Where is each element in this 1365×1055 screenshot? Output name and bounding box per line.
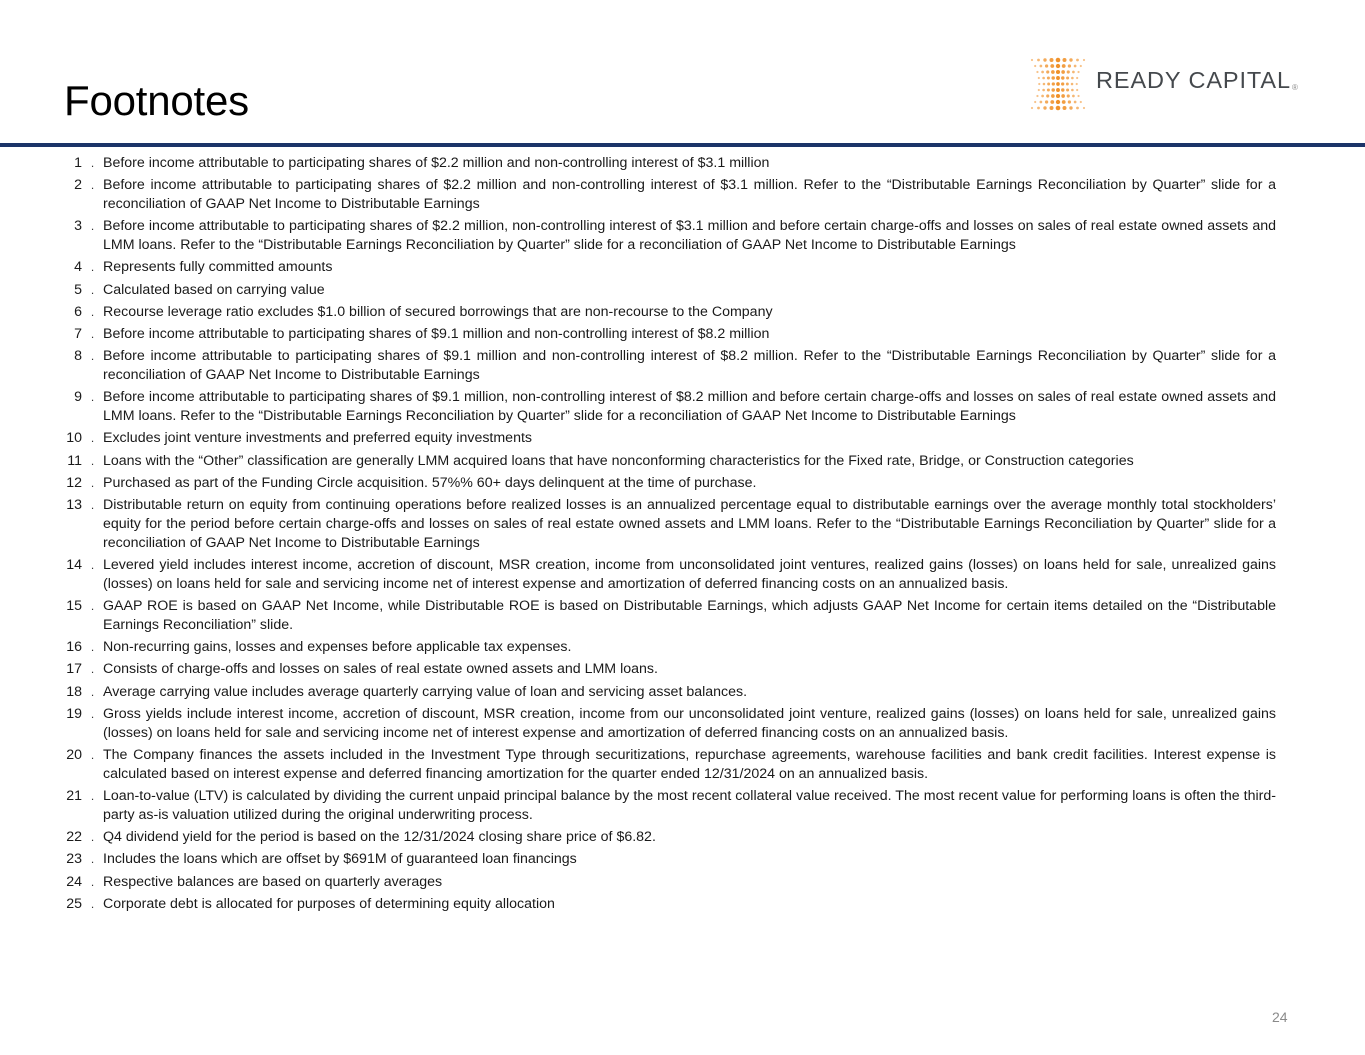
logo-dot	[1074, 101, 1077, 104]
logo-dot	[1076, 107, 1079, 110]
logo-dot	[1034, 65, 1036, 67]
footnote-text: Recourse leverage ratio excludes $1.0 billion of secured borrowings that are non-recourse to the Company	[103, 303, 773, 320]
logo-dot	[1076, 59, 1079, 62]
logo-dot	[1038, 83, 1040, 85]
logo-dot	[1051, 76, 1054, 79]
logo-dot	[1047, 83, 1050, 86]
footnote-separator: .	[90, 219, 95, 234]
logo-dot	[1050, 64, 1054, 68]
footnote-item	[56, 452, 1276, 471]
logo-dot	[1062, 100, 1066, 104]
logo-dot	[1038, 77, 1040, 79]
footnote-number: 1	[74, 155, 82, 171]
footnote-number: 15	[66, 598, 82, 615]
footnote-item	[56, 281, 1276, 300]
footnote-item	[56, 556, 1276, 593]
logo-text: READY CAPITAL	[1096, 67, 1291, 93]
logo-dot	[1061, 94, 1065, 98]
footnote-separator: .	[90, 156, 95, 170]
logo-dot	[1066, 76, 1069, 79]
footnote-separator: .	[90, 747, 95, 762]
footnote-item	[56, 388, 1276, 425]
footnote-text: Before income attributable to participating shares of $9.1 million and non-controlling interest of $8.2 million. Refer to the “Distributable Earnings Reconciliation by Quarter” slide for a reconciliation of GAAP Net Income to Distributable Earnings	[103, 348, 1276, 384]
logo-dot	[1063, 106, 1067, 110]
header-divider	[0, 143, 1365, 147]
footnote-text: Before income attributable to participating shares of $9.1 million, non-controlling interest of $8.2 million and before certain charge-offs and losses on sales of real estate owned assets and LMM loans. Refer to the “Distributable Earnings Reconciliation by Quarter” slide for a reconciliation of GAAP Net Income to Distributable Earnings	[103, 389, 1276, 425]
logo-dot	[1051, 88, 1054, 91]
logo-dot	[1056, 88, 1060, 92]
logo-dot	[1063, 58, 1067, 62]
logo-dot	[1072, 71, 1075, 74]
footnote-number: 17	[66, 661, 82, 678]
footnote-text: Levered yield includes interest income, accretion of discount, MSR creation, income from unconsolidated joint ventures, realized gains (losses) on loans held for sale, unrealized gains (losses) on loans held for sale and servicing income net of interest expense and amortization of deferred financing costs on an annualized basis.	[103, 557, 1276, 592]
footnote-item	[56, 828, 1276, 847]
footnote-text: Respective balances are based on quarterly averages	[103, 873, 443, 890]
footnote-number: 11	[67, 452, 82, 469]
footnote-text: The Company finances the assets included in the Investment Type through securitizations, repurchase agreements, warehouse facilities and bank credit facilities. Interest expense is calculated based on interest expense and deferred financing amortization for the quarter ended 12/31/2024 on an annualized basis.	[103, 746, 1276, 782]
footnote-item	[56, 154, 1276, 173]
footnote-separator: .	[90, 706, 95, 721]
logo-dot	[1046, 70, 1049, 73]
footnote-separator: .	[90, 498, 95, 513]
footnote-item	[56, 474, 1276, 493]
footnote-separator: .	[90, 829, 95, 844]
footnote-number: 24	[66, 873, 82, 890]
footnote-separator: .	[90, 431, 95, 446]
footnote-separator: .	[90, 390, 95, 405]
footnote-item	[56, 850, 1276, 869]
logo-dot	[1041, 95, 1044, 98]
footnote-number: 21	[66, 787, 82, 804]
footnote-text: Average carrying value includes average quarterly carrying value of loan and servicing asset balances.	[103, 683, 748, 700]
logo-dot	[1040, 101, 1043, 104]
footnote-text: Loan-to-value (LTV) is calculated by dividing the current unpaid principal balance by the most recent collateral value received. The most recent value for performing loans is often the third-party as-is valuation utilized during the original underwriting process.	[103, 787, 1276, 823]
logo-dot	[1050, 58, 1054, 62]
logo-dot	[1037, 107, 1040, 110]
footnote-separator: .	[90, 558, 95, 573]
logo-dot	[1061, 76, 1064, 79]
footnote-item	[56, 429, 1276, 448]
footnote-text: Includes the loans which are offset by $691M of guaranteed loan financings	[103, 851, 577, 868]
footnote-text: Distributable return on equity from continuing operations before realized losses is an annualized percentage equal to distributable earnings over the average monthly total stockholders’ equity for the period before certain charge-offs and losses on sales of real estate owned assets and LMM loans. Refer to the “Distributable Earnings Reconciliation by Quarter” slide for a reconciliation of GAAP Net Income to Distributable Earnings	[103, 497, 1276, 551]
footnote-item	[56, 683, 1276, 702]
logo-dot	[1076, 83, 1078, 85]
footnote-item	[56, 597, 1276, 634]
footnote-separator: .	[90, 684, 95, 699]
footnote-separator: .	[90, 852, 95, 867]
logo-dot	[1074, 65, 1077, 68]
logo-dot	[1056, 76, 1060, 80]
footnote-item	[56, 660, 1276, 679]
footnote-separator: .	[90, 304, 95, 319]
footnote-text: Loans with the “Other” classification are generally LMM acquired loans that have nonconforming characteristics for the Fixed rate, Bridge, or Construction categories	[103, 452, 1134, 469]
footnote-number: 12	[66, 475, 82, 492]
logo-dot	[1080, 65, 1082, 67]
footnote-text: Non-recurring gains, losses and expenses before applicable tax expenses.	[103, 639, 572, 656]
logo-dot	[1042, 77, 1045, 80]
footnote-text: Calculated based on carrying value	[103, 281, 325, 298]
logo-dot	[1050, 100, 1054, 104]
logo-dot	[1066, 83, 1069, 86]
logo-dot	[1056, 82, 1060, 86]
footnote-number: 9	[74, 389, 82, 406]
footnote-item	[56, 347, 1276, 384]
footnote-number: 3	[74, 218, 82, 235]
footnotes-list	[56, 154, 1276, 917]
logo-registered-mark: ®	[1291, 83, 1299, 92]
logo-dot	[1068, 64, 1071, 67]
footnote-text: Before income attributable to participating shares of $9.1 million and non-controlling interest of $8.2 million	[103, 326, 770, 343]
footnote-text: Consists of charge-offs and losses on sales of real estate owned assets and LMM loans.	[103, 661, 658, 678]
logo-dot	[1056, 58, 1061, 63]
logo-dot	[1043, 106, 1046, 109]
logo-dot	[1045, 64, 1048, 67]
footnote-separator: .	[90, 178, 95, 193]
footnote-item	[56, 638, 1276, 657]
logo-dot	[1080, 101, 1082, 103]
logo-dot	[1047, 88, 1050, 91]
logo-dot	[1069, 58, 1072, 61]
footnote-separator: .	[90, 282, 95, 297]
logo-dot	[1034, 101, 1036, 103]
logo-dot	[1068, 100, 1071, 103]
logo-dot	[1076, 77, 1078, 79]
footnote-separator: .	[90, 640, 95, 655]
footnote-text: Corporate debt is allocated for purposes of determining equity allocation	[103, 895, 555, 912]
footnote-item	[56, 496, 1276, 552]
logo-dot	[1067, 70, 1070, 73]
footnote-item	[56, 705, 1276, 742]
logo-dot	[1031, 107, 1033, 109]
footnote-text: Represents fully committed amounts	[103, 259, 333, 276]
logo-dot	[1056, 94, 1060, 98]
logo-dot	[1077, 95, 1079, 97]
footnote-number: 14	[66, 557, 82, 574]
footnote-item	[56, 325, 1276, 344]
logo-dot	[1069, 106, 1072, 109]
footnote-separator: .	[90, 476, 95, 491]
logo-dot	[1061, 82, 1064, 85]
footnote-item	[56, 303, 1276, 322]
footnote-item	[56, 787, 1276, 824]
logo-dot	[1042, 89, 1045, 92]
footnote-separator: .	[90, 874, 95, 889]
footnote-number: 2	[74, 177, 82, 194]
footnote-separator: .	[90, 662, 95, 677]
logo-dot	[1041, 71, 1044, 74]
footnote-number: 18	[66, 683, 82, 700]
logo-dot	[1056, 70, 1060, 74]
page-number: 24	[1272, 1009, 1288, 1025]
footnote-number: 22	[66, 828, 82, 845]
footnote-number: 10	[66, 430, 82, 447]
logo-dot	[1077, 71, 1079, 73]
logo-dot	[1050, 106, 1054, 110]
footnote-text: GAAP ROE is based on GAAP Net Income, while Distributable ROE is based on Distributable Earnings, which adjusts GAAP Net Income for certain items detailed on the “Distributable Earnings Reconciliation” slide.	[103, 598, 1276, 633]
footnote-separator: .	[90, 896, 95, 911]
footnote-item	[56, 258, 1276, 277]
footnote-text: Before income attributable to participating shares of $2.2 million and non-controlling interest of $3.1 million. Refer to the “Distributable Earnings Reconciliation by Quarter” slide for a reconciliation of GAAP Net Income to Distributable Earnings	[103, 177, 1276, 212]
logo-dot	[1076, 89, 1078, 91]
footnote-separator: .	[90, 599, 95, 614]
logo-wordmark	[1096, 50, 1299, 118]
logo-dot	[1040, 65, 1043, 68]
footnote-separator: .	[90, 260, 95, 275]
logo-dot	[1071, 83, 1074, 86]
footnote-item	[56, 873, 1276, 892]
logo-dots-icon	[1028, 55, 1088, 113]
logo-dot	[1072, 95, 1075, 98]
footnote-number: 8	[74, 348, 82, 365]
logo-dot	[1036, 71, 1038, 73]
footnote-number: 13	[66, 497, 82, 514]
logo-dot	[1067, 94, 1070, 97]
footnote-number: 25	[66, 895, 82, 912]
footnote-number: 4	[74, 259, 82, 276]
footnote-text: Q4 dividend yield for the period is based on the 12/31/2024 closing share price of $6.82.	[103, 828, 656, 845]
logo-dot	[1056, 100, 1060, 104]
logo-dot	[1061, 88, 1064, 91]
logo-dot	[1031, 59, 1033, 61]
footnote-item	[56, 895, 1276, 914]
footnote-number: 5	[74, 281, 82, 298]
logo-dot	[1038, 89, 1040, 91]
footnote-text: Gross yields include interest income, accretion of discount, MSR creation, income from our unconsolidated joint venture, realized gains (losses) on loans held for sale, unrealized gains (losses) on loans held for sale and servicing income net of interest expense and amortization of deferred financing costs on an annualized basis.	[103, 705, 1276, 741]
footnote-text: Purchased as part of the Funding Circle acquisition. 57%% 60+ days delinquent at the time of purchase.	[103, 475, 757, 492]
footnote-number: 19	[66, 705, 82, 722]
logo-dot	[1083, 107, 1085, 109]
logo-dot	[1052, 82, 1055, 85]
footnote-number: 23	[66, 851, 82, 868]
logo-dot	[1071, 77, 1074, 80]
logo-dot	[1051, 70, 1055, 74]
page-title: Footnotes	[64, 77, 249, 124]
logo-dot	[1062, 64, 1066, 68]
logo-dot	[1043, 83, 1046, 86]
logo-dot	[1051, 94, 1055, 98]
footnote-separator: .	[90, 327, 95, 342]
logo-dot	[1037, 59, 1040, 62]
logo-dot	[1045, 100, 1048, 103]
footnote-item	[56, 217, 1276, 254]
footnote-number: 6	[74, 303, 82, 320]
footnote-number: 7	[74, 326, 82, 343]
logo-dot	[1056, 64, 1060, 68]
logo-dot	[1066, 88, 1069, 91]
logo-dot	[1071, 89, 1074, 92]
footnote-separator: .	[90, 349, 95, 364]
logo-dot	[1046, 94, 1049, 97]
logo-dot	[1061, 70, 1065, 74]
footnote-text: Excludes joint venture investments and preferred equity investments	[103, 430, 532, 447]
ready-capital-logo	[1028, 54, 1299, 114]
footnote-item	[56, 746, 1276, 783]
logo-dot	[1056, 106, 1061, 111]
logo-dot	[1043, 58, 1046, 61]
logo-dot	[1047, 76, 1050, 79]
footnote-separator: .	[90, 453, 95, 468]
footnote-text: Before income attributable to participating shares of $2.2 million, non-controlling interest of $3.1 million and before certain charge-offs and losses on sales of real estate owned assets and LMM loans. Refer to the “Distributable Earnings Reconciliation by Quarter” slide for a reconciliation of GAAP Net Income to Distributable Earnings	[103, 218, 1276, 253]
footnote-number: 16	[66, 639, 82, 656]
footnote-separator: .	[90, 788, 95, 803]
footnote-text: Before income attributable to participating shares of $2.2 million and non-controlling interest of $3.1 million	[103, 155, 770, 171]
footnote-item	[56, 176, 1276, 213]
logo-dot	[1083, 59, 1085, 61]
footnote-number: 20	[66, 746, 82, 763]
logo-dot	[1036, 95, 1038, 97]
